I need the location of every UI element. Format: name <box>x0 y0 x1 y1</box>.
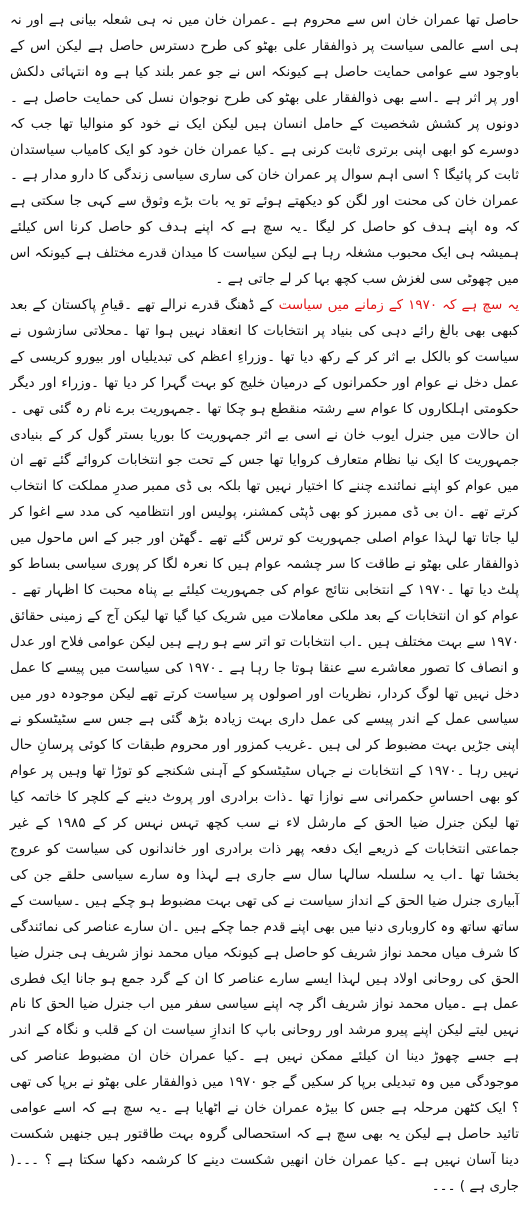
article-paragraph <box>10 293 519 1200</box>
article-paragraph-body: کے ڈھنگ قدرے نرالے تھے ۔قیامِ پاکستان کے بعد کبھی بھی بالغ رائے دہی کی بنیاد پر انتخابات کا انعقاد نہیں ہوا تھا ۔محلاتی سازشوں نے سیاست کو بالکل بے اثر کر کے رکھ دیا تھا ۔وزراءِ اعظم کی تبدیلیاں اور بیورو کریسی کے عمل دخل نے عوام اور حکمرانوں کے درمیان خلیج کو بہت گہرا کر دیا تھا ۔وزراء اور دیگر حکومتی اہلکاروں کا عوام سے رشتہ منقطع ہو چکا تھا ۔جمہوریت برے نام رہ گئی تھی ۔ان حالات میں جنرل ایوب خان نے اسی بے اثر جمہوریت کا بوریا بستر گول کر کے بنیادی جمہوریت کا ایک نیا نظام متعارف کروایا تھا جس کے تحت جو انتخابات کروائے گئے تھے ان میں عوام کو اپنے نمائندے چننے کا اختیار نہیں تھا بلکہ بی ڈی ممبر صدرِ مملکت کا انتخاب کرتے تھے ۔ان بی ڈی ممبرز کو بھی ڈپٹی کمشنر، پولیس اور انتظامیہ کی مدد سے اغوا کر لیا جاتا تھا لہذا عوام اصلی جمہوریت کو ترس گئے تھے ۔گھٹن اور جبر کے اس ماحول میں ذوالفقار علی بھٹو نے طاقت کا سر چشمہ عوام ہیں کا نعرہ لگا کر پوری سیاسی بساط کو پلٹ دیا تھا ۔۱۹۷۰ کے انتخابی نتائج عوام کی جمہوریت کیلئے بے پناہ محبت کا اظہار تھے ۔عوام کو ان انتخابات کے بعد ملکی معاملات میں شریک کیا گیا تھا لیکن آج کے زمینی حقائق ۱۹۷۰ سے بہت مختلف ہیں ۔اب انتخابات تو اتر سے ہو رہے ہیں لیکن عوامی فلاح اور عدل و انصاف کا تصور معاشرے سے عنقا ہوتا جا رہا ہے ۔۱۹۷۰ کی سیاست میں پیسے کا عمل دخل نہیں تھا لوگ کردار، نظریات اور اصولوں پر سیاست کرتے تھے لیکن موجودہ دور میں سیاسی عمل کے اندر پیسے کی عمل داری بہت زیادہ بڑھ گئی ہے جس سے سٹیٹسکو نے اپنی جڑیں بہت مضبوط کر لی ہیں ۔غریب کمزور اور محروم طبقات کا کوئی پرسانِ حال نہیں رہا ۔۱۹۷۰ کے انتخابات نے جہاں سٹیٹسکو کے آہنی شکنجے کو توڑا تھا وہیں پر عوام کو بھی احساسِ حکمرانی سے نوازا تھا ۔ذات برادری اور پروٹ دینے کے کلچر کا خاتمہ کیا تھا لیکن جنرل ضیا الحق کے مارشل لاء نے سب کچھ تہس نہس کر کے ۱۹۸۵ کے غیر جماعتی انتخابات کے ذریعے ایک دفعہ پھر ذات برادری اور خاندانوں کی سیاست کو عروج بخشا تھا ۔اب یہ سلسلہ سالہا سال سے جاری ہے لہذا وہ سارے سیاسی حلقے جن کی آبیاری جنرل ضیا الحق کے انداز سیاست نے کی تھی بہت مضبوط ہو چکے ہیں ۔سیاست کے ساتھ ساتھ وہ کاروباری دنیا میں بھی اپنے قدم جما چکے ہیں ۔ان سارے عناصر کی نمائندگی کا شرف میاں محمد نواز شریف کو حاصل ہے کیونکہ میاں محمد نواز شریف ہی جنرل ضیا الحق کی روحانی اولاد ہیں لہذا ایسے سارے عناصر کا ان کے گرد جمع ہو جانا ایک فطری عمل ہے ۔میاں محمد نواز شریف اگر چہ اپنے سیاسی سفر میں اب جنرل ضیا الحق کا نام نہیں لیتے لیکن اپنے پیرو مرشد اور روحانی باپ کا اندازِ سیاست ان کے قلب و نگاہ کے اندر ہے جسے چھوڑ دینا ان کیلئے ممکن نہیں ہے ۔کیا عمران خان ان مضبوط عناصر کی موجودگی میں وہ تبدیلی برپا کر سکیں گے جو ۱۹۷۰ میں ذوالفقار علی بھٹو نے برپا کی تھی ؟ ایک کٹھن مرحلہ ہے جس کا بیڑہ عمران خان نے اٹھایا ہے ۔یہ سچ ہے کہ اسے عوامی تائید حاصل ہے لیکن یہ بھی سچ ہے کہ استحصالی گروہ بہت طاقتور ہیں جنھیں شکست دینا آسان نہیں ہے ۔کیا عمران خان انھیں شکست دینے کا کرشمہ دکھا سکتا ہے ؟ ۔۔۔( جاری ہے ) ۔۔۔ <box>10 296 520 1194</box>
highlighted-phrase: یہ سچ ہے کہ ۱۹۷۰ کے زمانے میں سیاست <box>278 296 519 313</box>
article-paragraph: حاصل تھا عمران خان اس سے محروم ہے ۔عمران خان میں نہ ہی شعلہ بیانی ہے اور نہ ہی اسے عالمی سیاست پر ذوالفقار علی بھٹو کی طرح دسترس حاصل ہے لیکن اس کے باوجود سے عوامی حمایت حاصل ہے کیونکہ اس نے جو عمر بلند کیا ہے وہ انتہائی دلکش اور پر اثر ہے ۔اسے بھی ذوالفقار علی بھٹو کی طرح نوجوان نسل کی حمایت حاصل ہے ۔دونوں پر کشش شخصیت کے حامل انسان ہیں لیکن ایک نے خود کو منوالیا تھا جب کہ دوسرے کو ابھی اپنی برتری ثابت کرنی ہے ۔کیا عمران خان خود کو ایک کامیاب سیاستدان ثابت کر پائیگا ؟ اسی اہم سوال پر عمران خان کی ساری سیاسی زندگی کا دارو مدار ہے ۔عمران خان کی محنت اور لگن کو دیکھتے ہوئے تو یہ بات بڑے وثوق سے کہی جا سکتی ہے کہ وہ اپنے ہدف کو حاصل کر لیگا ۔یہ سچ ہے کہ اپنے ہدف کو حاصل کرنا اس کیلئے ہمیشہ ہی ایک محبوب مشغلہ رہا ہے لیکن سیاست کا میدان قدرے مختلف ہے کیونکہ اس میں چھوٹی سی لغزش سب کچھ بہا کر لے جاتی ہے ۔ <box>10 12 519 288</box>
